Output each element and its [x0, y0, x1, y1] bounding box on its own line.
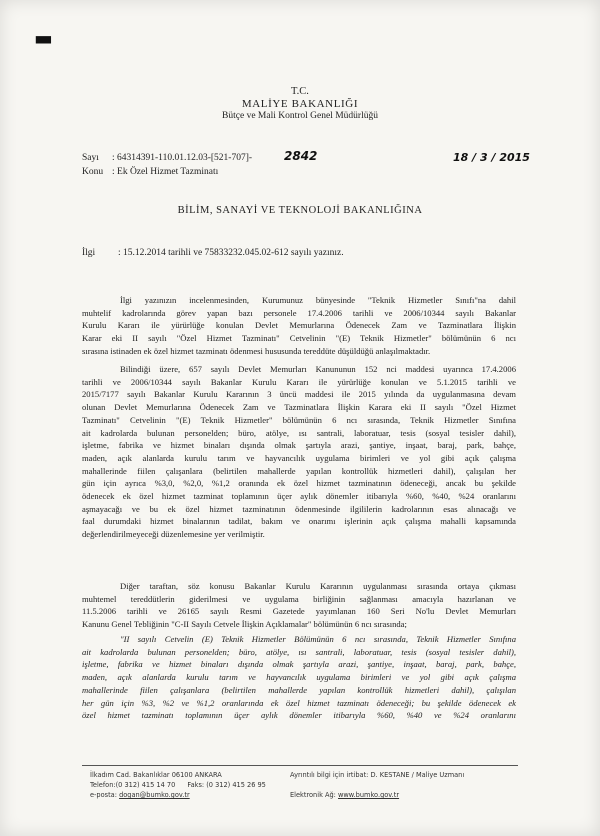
paragraph-line: tarihli ve 2006/10344 sayılı Bakanlar Kurulu Kararı ile yürürlüğe konulan ve 5.1.2015 tarihli ve [82, 376, 516, 387]
konu-label: Konu [82, 167, 104, 177]
paragraph-line: maden, açık alanlarda kurulu tarım ve hayvancılık uygulama birimleri ve yol gibi açık çalışma [82, 452, 516, 463]
ministry-name: MALİYE BAKANLIĞI [241, 98, 359, 110]
footer-email-link[interactable]: dogan@bumko.gov.tr [119, 791, 190, 799]
paragraph-3 [82, 580, 516, 631]
footer-contact: Ayrıntılı bilgi için irtibat: D. KESTANE / Maliye Uzmanı [290, 771, 465, 779]
footer-tel: Telefon:(0 312) 415 14 70 [90, 781, 176, 789]
ilgi-value: : 15.12.2014 tarihli ve 75833232.045.02-612 sayılı yazınız. [118, 248, 344, 258]
paragraph-line: aşmayacağı ve bu ek özel hizmet tazminatının ödenmesinde ilgililerin kadrolarının esas alınacağı ve [82, 503, 516, 514]
paragraph-2 [82, 363, 516, 541]
footer-line-3 [90, 791, 400, 799]
paragraph-line: gün için ayrıca %3,0, %2,0, %1,2 oranında ek özel hizmet tazminatının ödeneceği, ancak bu şekilde [82, 478, 516, 489]
paragraph-line: olunan Devlet Memurlarına Ödenecek Zam ve Tazminatlara İlişkin Karara eki II sayılı "Özel Hizmet [82, 402, 516, 413]
department-name: Bütçe ve Mali Kontrol Genel Müdürlüğü [222, 111, 378, 121]
footer-line-2 [90, 781, 266, 789]
quote-line: özel hizmet tazminatı toplamının üçer aylık dönemler itibarıyla %60, %40 ve %24 oranlarını [82, 710, 516, 721]
quote-line: işletme, fabrika ve hizmet binaları dışında olmak şartıyla arazi, şantiye, inşaat, baraj, park, bahçe, [82, 659, 516, 670]
paragraph-line: Kurulu Kararı ile yürürlüğe konulan Devlet Memurlarına Ödenecek Zam ve Tazminatlara İlişkin [82, 320, 516, 331]
paragraph-line: faal durumdaki hizmet binalarının tadilat, bakım ve onarımı işlerinin açık çalışma mahalli kapsamında [82, 516, 516, 527]
ilgi-label: İlgi [82, 248, 96, 258]
footer-address: İlkadım Cad. Bakanlıklar 06100 ANKARA [90, 771, 222, 779]
paragraph-line: ait kadrolarda bulunan personelden; büro, atölye, ısı santrali, laboratuar, tesis (sosyal tesisler dahil), [82, 427, 516, 438]
sayi-label: Sayı [82, 153, 99, 163]
paragraph-line: işletme, fabrika ve hizmet binaları dışında olmak şartıyla arazi, şantiye, inşaat, baraj, park, bahçe, [82, 440, 516, 451]
paragraph-line: muhtelif kadrolarında görev yapan bazı personele 17.4.2006 tarihli ve 2006/10344 sayılı Bakanlar [82, 307, 516, 318]
footer-web-label: Elektronik Ağ: [290, 791, 336, 799]
quote-line: mahallerinde fiilen çalışanlara (belirtilen mahallerde yapılan kontrollük hizmetleri dahil), çalışılan [82, 684, 516, 695]
paragraph-line: 2015/7177 sayılı Bakanlar Kurulu Kararının 3 üncü maddesi ile 2015 yılında da uygulanmasına devam [82, 389, 516, 400]
konu-value: : Ek Özel Hizmet Tazminatı [112, 167, 219, 177]
footer-web [290, 791, 399, 799]
paragraph-line: Kanunu Genel Tebliğinin "C-II Sayılı Cetvele İlişkin Açıklamalar" bölümünün 6 ncı sırasında; [82, 619, 407, 630]
ilgi-row [82, 248, 344, 258]
footer-line-1 [90, 771, 465, 779]
staple-mark: ▬ [34, 26, 51, 50]
paragraph-line: ödenecek ek özel hizmet tazminat toplamının üçer aylık dönemler itibarıyla %60, %40, %24 oranlarını [82, 491, 516, 502]
footer-email-label: e-posta: [90, 791, 117, 799]
paragraph-1 [82, 294, 516, 358]
quote-line: "II sayılı Cetvelin (E) Teknik Hizmetler Bölümünün 6 ncı sırasında, Teknik Hizmetler Sınıfına [120, 634, 516, 644]
header-tc: T.C. [291, 86, 309, 97]
paragraph-line: muhtemel tereddütlerin giderilmesi ve uygulama birliğinin sağlanması amacıyla hazırlanan ve [82, 593, 516, 604]
konu-row [82, 167, 218, 177]
handwritten-date: 18 / 3 / 2015 [453, 151, 530, 164]
footer-divider [82, 765, 518, 766]
paragraph-line: değerlendirilmeyeceği düzenlemesine yer verilmiştir. [82, 529, 265, 540]
footer-web-link[interactable]: www.bumko.gov.tr [338, 791, 400, 799]
quoted-regulation [82, 633, 516, 722]
paragraph-line: Bilindiği üzere, 657 sayılı Devlet Memurları Kanununun 152 nci maddesi uyarınca 17.4.2006 [120, 364, 516, 374]
footer-fax: Faks: (0 312) 415 26 95 [187, 781, 266, 789]
addressee: BİLİM, SANAYİ VE TEKNOLOJİ BAKANLIĞINA [177, 205, 423, 216]
sayi-value: : 64314391-110.01.12.03-[521-707]- [112, 153, 253, 163]
sayi-row [82, 153, 252, 163]
paragraph-line: sırasına istinaden ek özel hizmet tazminatı ödenmesi hususunda tereddüte düşüldüğü anlaşılmaktadır. [82, 345, 431, 356]
quote-line: maden, açık alanlarda kurulu tarım ve hayvancılık uygulama birimleri ve yol gibi açık çalışma [82, 672, 516, 683]
paragraph-line: mahallerinde fiilen çalışanlara (belirtilen mahallerde yapılan kontrollük hizmetleri dahil), çalışılan her [82, 465, 516, 476]
paragraph-line: Karar eki II sayılı "Özel Hizmet Tazminatı" Cetvelinin "(E) Teknik Hizmetler" bölümünün 6 ncı [82, 333, 516, 344]
quote-line: her gün için %3, %2 ve %1,2 oranlarında ek özel hizmet tazminatı ödeneceği; bu şekilde ödenecek ek [82, 697, 516, 708]
quote-line: ait kadrolarda bulunan personelden; büro, atölye, ısı santrali, laboratuar, tesis (sosyal tesisler dahil), [82, 646, 516, 657]
paragraph-line: Tazminatı" Cetvelinin "(E) Teknik Hizmetler" bölümünün 6 ncı sırasında, Teknik Hizmetler Sınıfına [82, 414, 516, 425]
handwritten-number: 2842 [284, 149, 318, 163]
paragraph-line: İlgi yazınızın incelenmesinden, Kurumunuz bünyesinde "Teknik Hizmetler Sınıfı"na dahil [120, 295, 516, 305]
paragraph-line: 11.5.2006 tarihli ve 26165 sayılı Resmi Gazetede yayımlanan 160 Seri No'lu Devlet Memurları [82, 606, 516, 617]
paragraph-line: Diğer taraftan, söz konusu Bakanlar Kurulu Kararının uygulanması sırasında ortaya çıkması [120, 581, 516, 591]
